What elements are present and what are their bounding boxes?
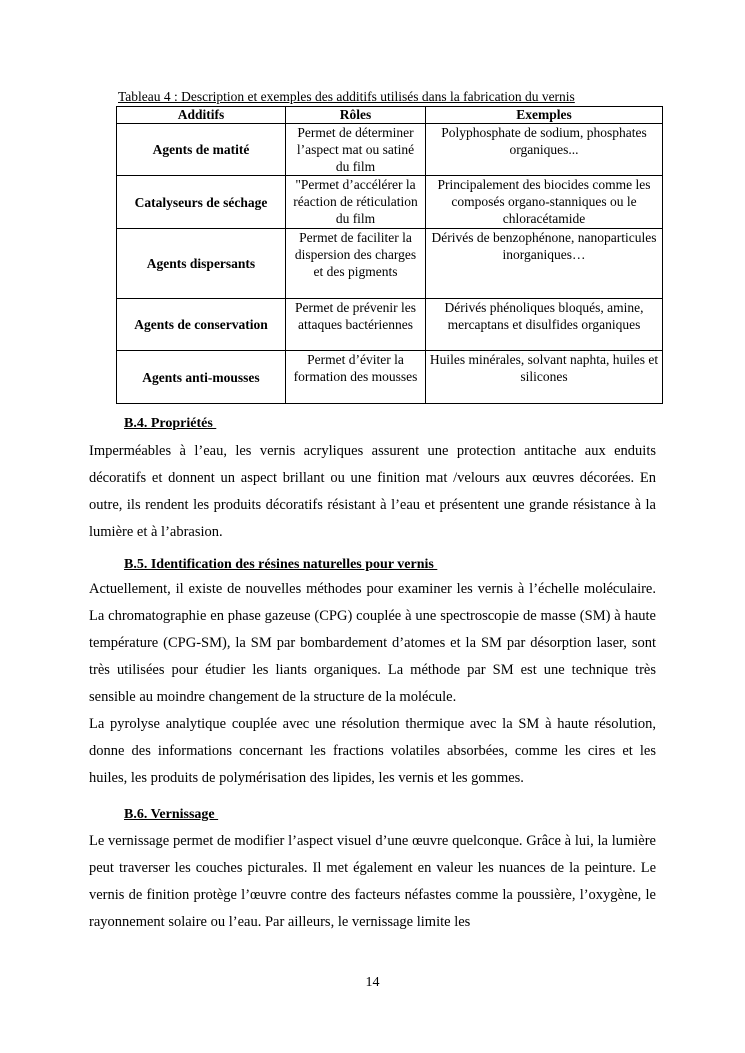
table-caption: Tableau 4 : Description et exemples des additifs utilisés dans la fabrication du vernis xyxy=(118,89,575,104)
column-header-additifs: Additifs xyxy=(117,107,286,124)
paragraph: La pyrolyse analytique couplée avec une résolution thermique avec la SM à haute résolution, donne des informations concernant les fractions volatiles absorbées, comme les cires et les huiles, les produits de polymérisation des lipides, les vernis et les gommes. xyxy=(89,716,656,786)
table-row xyxy=(117,229,663,299)
page-number: 14 xyxy=(365,975,380,990)
table-row xyxy=(117,124,663,176)
section-heading: B.5. Identification des résines naturelles pour vernis xyxy=(124,557,438,572)
exemple-cell: Polyphosphate de sodium, phosphates organiques... xyxy=(426,124,663,176)
paragraph: Le vernissage permet de modifier l’aspect visuel d’une œuvre quelconque. Grâce à lui, la lumière peut traverser les couches picturales. Il met également en valeur les nuances de la peinture. Le vernis de finition protège l’œuvre contre des facteurs néfastes comme la poussière, l’oxygène, le rayonnement solaire ou l’eau. Par ailleurs, le vernissage limite les xyxy=(89,833,656,930)
table-row xyxy=(117,351,663,404)
role-cell: Permet d’éviter la formation des mousses xyxy=(286,351,426,404)
exemple-cell: Principalement des biocides comme les composés organo-stanniques ou le chloracétamide xyxy=(426,176,663,229)
additives-table xyxy=(116,106,663,404)
table-row xyxy=(117,176,663,229)
paragraph: Imperméables à l’eau, les vernis acryliques assurent une protection antitache aux enduits décoratifs et donnent un aspect brillant ou une finition mat /velours aux œuvres décorées. En outre, ils rendent les produits décoratifs résistant à l’eau et présentent une grande résistance à la lumière et à l’abrasion. xyxy=(89,443,656,540)
exemple-cell: Dérivés de benzophénone, nanoparticules inorganiques… xyxy=(426,229,663,299)
additif-cell: Agents de conservation xyxy=(117,299,286,351)
section-heading: B.6. Vernissage xyxy=(124,807,219,822)
role-cell: Permet de déterminer l’aspect mat ou satiné du film xyxy=(286,124,426,176)
exemple-cell: Dérivés phénoliques bloqués, amine, mercaptans et disulfides organiques xyxy=(426,299,663,351)
additif-cell: Catalyseurs de séchage xyxy=(117,176,286,229)
role-cell: Permet de faciliter la dispersion des charges et des pigments xyxy=(286,229,426,299)
additif-cell: Agents de matité xyxy=(117,124,286,176)
role-cell: Permet de prévenir les attaques bactériennes xyxy=(286,299,426,351)
exemple-cell: Huiles minérales, solvant naphta, huiles et silicones xyxy=(426,351,663,404)
paragraph: Actuellement, il existe de nouvelles méthodes pour examiner les vernis à l’échelle moléculaire. La chromatographie en phase gazeuse (CPG) couplée à une spectroscopie de masse (SM) à haute température (CPG-SM), la SM par bombardement d’atomes et la SM par désorption laser, sont très utilisées pour étudier les liants organiques. La méthode par SM est une technique très sensible au moindre changement de la structure de la molécule. xyxy=(89,581,656,705)
table-row xyxy=(117,299,663,351)
additif-cell: Agents dispersants xyxy=(117,229,286,299)
role-cell: "Permet d’accélérer la réaction de réticulation du film xyxy=(286,176,426,229)
section-heading: B.4. Propriétés xyxy=(124,416,217,431)
column-header-roles: Rôles xyxy=(286,107,426,124)
additif-cell: Agents anti-mousses xyxy=(117,351,286,404)
column-header-exemples: Exemples xyxy=(426,107,663,124)
table-header-row xyxy=(117,107,663,124)
